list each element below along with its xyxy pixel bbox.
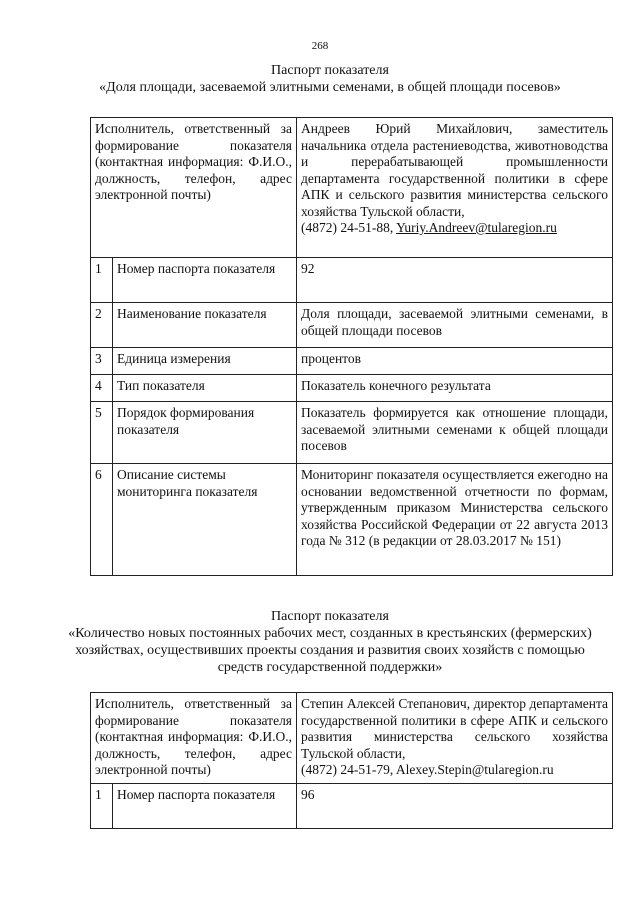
section-2-heading-title: Паспорт показателя: [271, 609, 389, 624]
section-1-passport-table: [90, 117, 613, 576]
executor-label: Исполнитель, ответственный за формирование показателя (контактная информация: Ф.И.О., должность, телефон, адрес электронной почты): [91, 118, 297, 258]
row-number: 6: [91, 464, 113, 576]
section-1-heading: [60, 62, 600, 96]
table-row: [91, 402, 613, 464]
executor-phone: (4872) 24-51-88,: [301, 220, 394, 235]
executor-row: [91, 693, 613, 784]
row-number: 2: [91, 303, 113, 348]
row-number: 1: [91, 783, 113, 828]
row-label: Описание системы мониторинга показателя: [113, 464, 297, 576]
table-row: [91, 258, 613, 303]
page-number: 268: [311, 40, 329, 52]
executor-phone: (4872) 24-51-79,: [301, 762, 394, 777]
executor-email-link[interactable]: Yuriy.Andreev@tularegion.ru: [396, 220, 557, 235]
section-2-heading-indicator: «Количество новых постоянных рабочих мест, созданных в крестьянских (фермерских) хозяйствах, осуществивших проекты создания и развития своих хозяйств с помощью средств государственной поддержки»: [68, 626, 592, 675]
row-label: Номер паспорта показателя: [113, 783, 297, 828]
row-label: Порядок формирования показателя: [113, 402, 297, 464]
section-1-heading-title: Паспорт показателя: [271, 63, 389, 78]
table-row: [91, 348, 613, 375]
row-value: Мониторинг показателя осуществляется ежегодно на основании ведомственной отчетности по формам, утвержденным приказом Министерства сельского хозяйства Российской Федерации от 22 августа 2013 года № 312 (в редакции от 28.03.2017 № 151): [297, 464, 613, 576]
executor-contact: [297, 118, 613, 258]
table-row: [91, 464, 613, 576]
executor-phone-email: [301, 762, 608, 779]
table-row: [91, 303, 613, 348]
row-number: 1: [91, 258, 113, 303]
row-number: 5: [91, 402, 113, 464]
row-number: 4: [91, 375, 113, 402]
executor-phone-email: [301, 220, 608, 237]
executor-row: [91, 118, 613, 258]
table-row: [91, 375, 613, 402]
row-value: Показатель конечного результата: [297, 375, 613, 402]
row-value: 96: [297, 783, 613, 828]
row-value: процентов: [297, 348, 613, 375]
executor-contact: [297, 693, 613, 784]
executor-value: Степин Алексей Степанович, директор департамента государственной политики в сфере АПК и сельского развития министерства сельского хозяйства Тульской области,: [301, 696, 609, 761]
row-value: 92: [297, 258, 613, 303]
table-row: [91, 783, 613, 828]
row-label: Единица измерения: [113, 348, 297, 375]
section-2-heading: [60, 608, 600, 676]
row-label: Наименование показателя: [113, 303, 297, 348]
row-value: Доля площади, засеваемой элитными семенами, в общей площади посевов: [297, 303, 613, 348]
executor-email[interactable]: Alexey.Stepin@tularegion.ru: [395, 762, 554, 777]
section-1-heading-indicator: «Доля площади, засеваемой элитными семенами, в общей площади посевов»: [99, 80, 561, 95]
executor-value: Андреев Юрий Михайлович, заместитель начальника отдела растениеводства, животноводства и перерабатывающей промышленности департамента государственной политики в сфере АПК и сельского развития министерства сельского хозяйства Тульской области,: [301, 121, 609, 219]
section-2-passport-table: [90, 692, 613, 829]
row-value: Показатель формируется как отношение площади, засеваемой элитными семенами к общей площади посевов: [297, 402, 613, 464]
row-label: Тип показателя: [113, 375, 297, 402]
row-number: 3: [91, 348, 113, 375]
executor-label: Исполнитель, ответственный за формирование показателя (контактная информация: Ф.И.О., должность, телефон, адрес электронной почты): [91, 693, 297, 784]
row-label: Номер паспорта показателя: [113, 258, 297, 303]
